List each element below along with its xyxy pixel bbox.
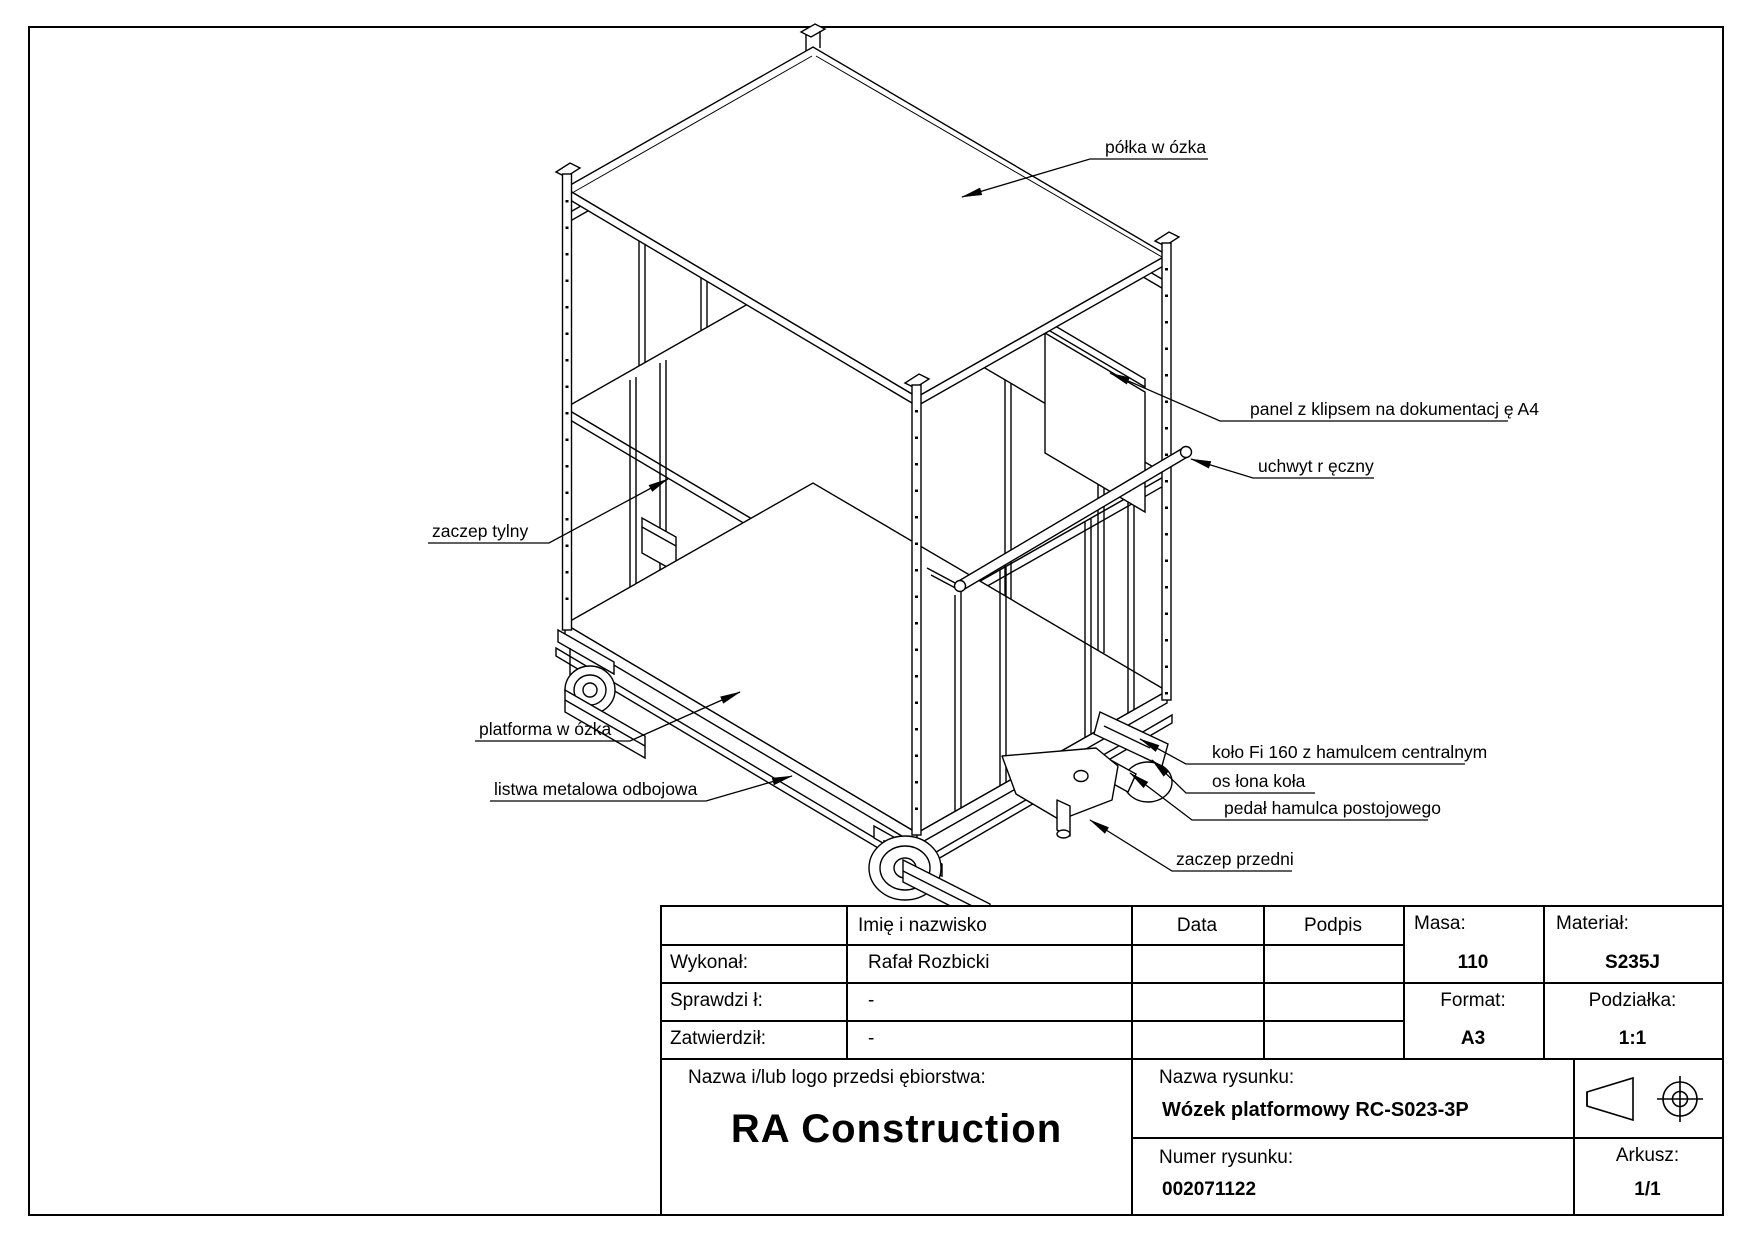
label-front-hitch: zaczep przedni [1176, 849, 1294, 869]
projection-symbol-icon [1573, 1059, 1722, 1138]
drawing-name-value: Wózek platformowy RC-S023-3P [1162, 1099, 1469, 1121]
header-signature-col: Podpis [1303, 915, 1363, 936]
format-label: Format: [1440, 990, 1506, 1011]
mass-value: 110 [1457, 952, 1489, 973]
grid-line [662, 1020, 1403, 1022]
company-name: RA Construction [730, 1107, 1063, 1151]
grid-line [662, 944, 1403, 946]
label-brake-pedal: pedał hamulca postojowego [1224, 798, 1441, 818]
label-document-panel: panel z klipsem na dokumentacj ę A4 [1250, 399, 1539, 419]
scale-value: 1:1 [1618, 1028, 1647, 1049]
row-value: - [868, 990, 875, 1011]
header-name-col: Imię i nazwisko [858, 915, 987, 936]
drawing-number-value: 002071122 [1162, 1179, 1257, 1200]
company-label: Nazwa i/lub logo przedsi ębiorstwa: [688, 1067, 986, 1088]
label-handle: uchwyt r ęczny [1258, 456, 1374, 476]
title-block [660, 905, 1724, 1216]
sheet-value: 1/1 [1634, 1179, 1661, 1200]
label-wheel-guard: os łona koła [1212, 771, 1306, 791]
label-platform: platforma w ózka [479, 719, 612, 739]
label-rear-hitch: zaczep tylny [432, 521, 529, 541]
mass-label: Masa: [1414, 913, 1466, 934]
row-label: Wykonał: [670, 952, 748, 973]
grid-line [662, 1058, 1722, 1060]
material-value: S235J [1605, 952, 1660, 973]
label-shelf: półka w ózka [1105, 137, 1207, 157]
grid-line [1131, 907, 1133, 1214]
sheet-label: Arkusz: [1615, 1145, 1680, 1166]
format-value: A3 [1460, 1028, 1486, 1049]
row-value: Rafał Rozbicki [868, 952, 990, 973]
row-label: Zatwierdził: [670, 1028, 767, 1049]
row-label: Sprawdzi ł: [670, 990, 763, 1011]
left-post [556, 163, 580, 630]
drawing-name-label: Nazwa rysunku: [1159, 1067, 1295, 1088]
header-date-col: Data [1176, 915, 1218, 936]
drawing-number-label: Numer rysunku: [1159, 1147, 1294, 1168]
label-wheel: koło Fi 160 z hamulcem centralnym [1212, 742, 1488, 762]
front-hitch [1002, 748, 1118, 838]
row-value: - [868, 1028, 875, 1049]
scale-label: Podziałka: [1588, 990, 1677, 1011]
label-bumper-strip: listwa metalowa odbojowa [494, 779, 698, 799]
material-label: Materiał: [1556, 913, 1629, 934]
